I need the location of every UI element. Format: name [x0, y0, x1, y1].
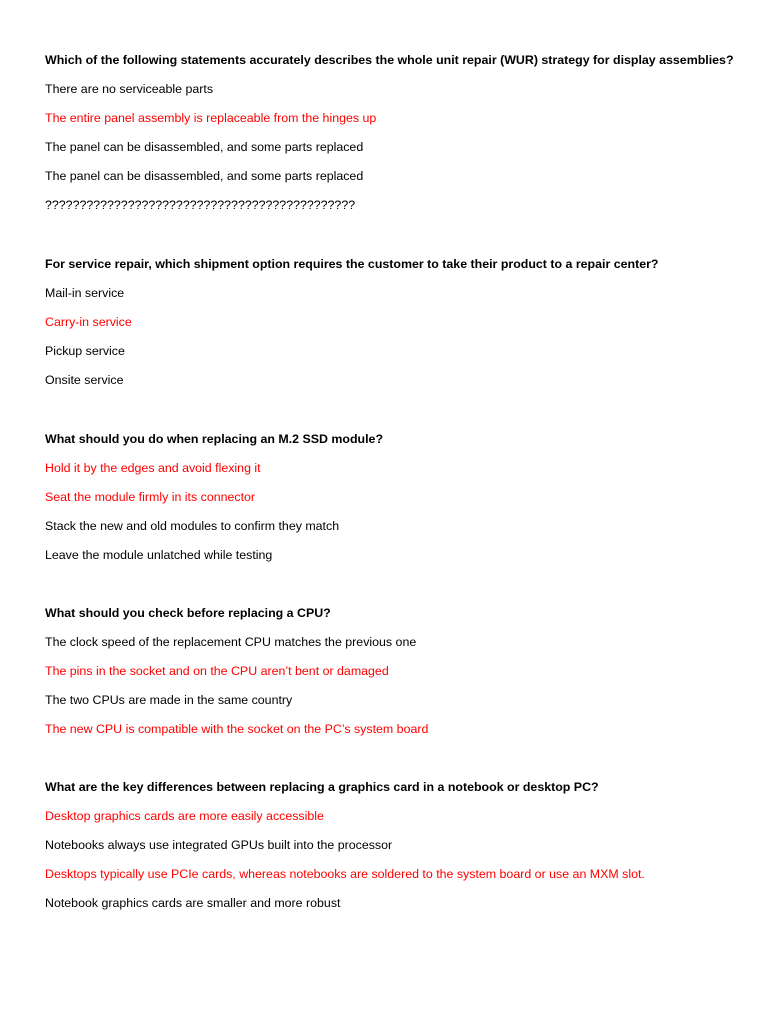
answer-option: Pickup service [45, 344, 125, 358]
document-body [45, 46, 745, 948]
answer-option-correct: Desktop graphics cards are more easily accessible [45, 809, 324, 823]
answer-option: Notebook graphics cards are smaller and more robust [45, 896, 341, 910]
answer-option-correct: The new CPU is compatible with the socket on the PC’s system board [45, 722, 429, 736]
question-text: What should you check before replacing a CPU? [45, 606, 331, 620]
question-text: What should you do when replacing an M.2 SSD module? [45, 432, 384, 446]
answer-option: Mail-in service [45, 286, 125, 300]
question-text: Which of the following statements accurately describes the whole unit repair (WUR) strategy for display assemblies? [45, 53, 734, 67]
answer-option: The panel can be disassembled, and some parts replaced [45, 169, 364, 183]
question-block [45, 250, 745, 395]
answer-option: Notebooks always use integrated GPUs built into the processor [45, 838, 393, 852]
answer-option-correct: Seat the module firmly in its connector [45, 490, 256, 504]
answer-option-correct: The entire panel assembly is replaceable from the hinges up [45, 111, 377, 125]
question-text: For service repair, which shipment option requires the customer to take their product to a repair center? [45, 257, 659, 271]
answer-option: The two CPUs are made in the same country [45, 693, 293, 707]
answer-option-correct: The pins in the socket and on the CPU aren’t bent or damaged [45, 664, 389, 678]
answer-option: Stack the new and old modules to confirm they match [45, 519, 340, 533]
question-block [45, 46, 745, 220]
answer-option: The panel can be disassembled, and some parts replaced [45, 140, 364, 154]
answer-option: Leave the module unlatched while testing [45, 548, 273, 562]
answer-option: Onsite service [45, 373, 124, 387]
question-block [45, 773, 745, 918]
question-block [45, 599, 745, 744]
answer-option-correct: Hold it by the edges and avoid flexing it [45, 461, 261, 475]
answer-option: The clock speed of the replacement CPU matches the previous one [45, 635, 417, 649]
answer-option: ????????????????????????????????????????????? [45, 198, 356, 212]
question-block [45, 425, 745, 570]
answer-option-correct: Carry-in service [45, 315, 132, 329]
answer-option-correct: Desktops typically use PCIe cards, whereas notebooks are soldered to the system board or use an MXM slot. [45, 867, 645, 881]
answer-option: There are no serviceable parts [45, 82, 214, 96]
question-text: What are the key differences between replacing a graphics card in a notebook or desktop PC? [45, 780, 599, 794]
